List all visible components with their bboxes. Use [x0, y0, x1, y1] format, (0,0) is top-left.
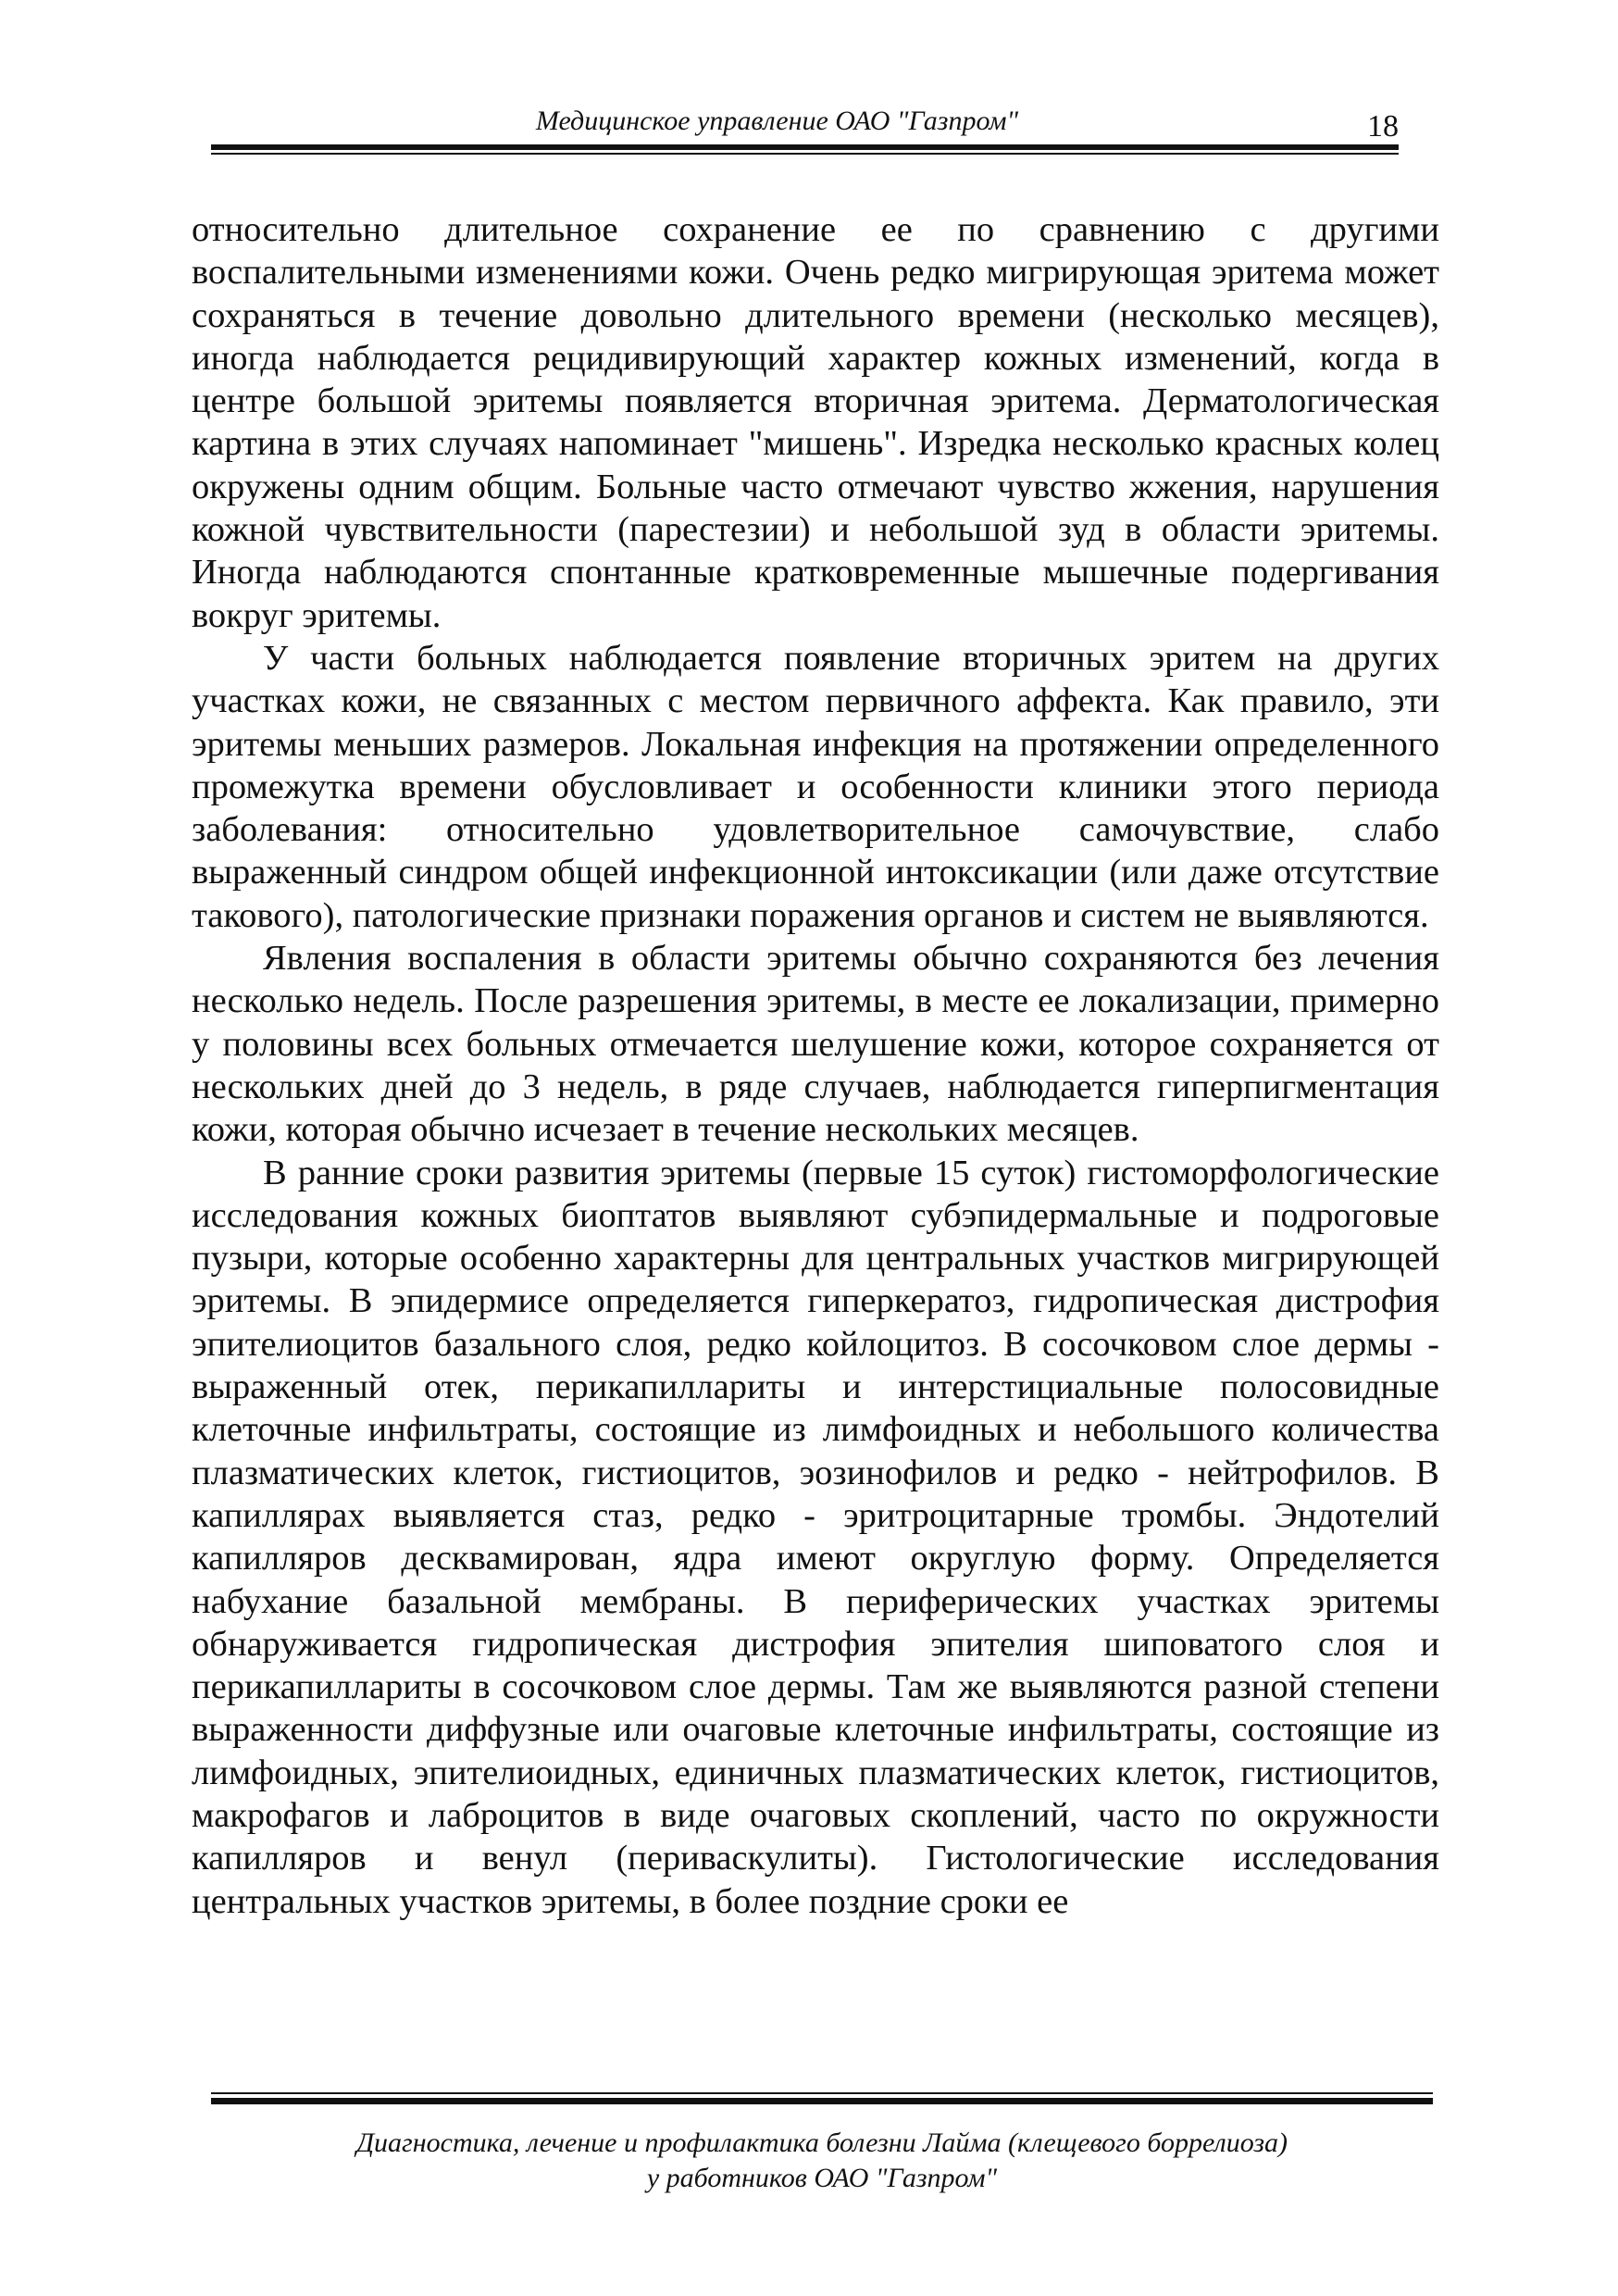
- paragraph-secondary-erythemas: У части больных наблюдается появление вторичных эритем на других участках кожи, не связанных с местом первичного аффекта. Как правило, эти эритемы меньших размеров. Локальная инфекция на протяжении определенного промежутка времени обусловливает и особенности клиники этого периода заболевания: относительно удовлетворительное самочувствие, слабо выраженный синдром общей инфекционной интоксикации (или даже отсутствие такового), патологические признаки поражения органов и систем не выявляются.: [192, 638, 1439, 935]
- paragraph-inflammation-duration: Явления воспаления в области эритемы обычно сохраняются без лечения несколько недель. После разрешения эритемы, в месте ее локализации, примерно у половины всех больных отмечается шелушение кожи, которое сохраняется от нескольких дней до 3 недель, в ряде случаев, наблюдается гиперпигментация кожи, которая обычно исчезает в течение нескольких месяцев.: [192, 939, 1439, 1150]
- footer-rule-thin: [211, 2092, 1433, 2094]
- header-rule-thin: [211, 153, 1399, 155]
- paragraph-histomorphology: В ранние сроки развития эритемы (первые 15 суток) гистоморфологические исследования кожных биоптатов выявляют субэпидермальные и подроговые пузыри, которые особенно характерны для центральных участков мигрирующей эритемы. В эпидермисе определяется гиперкератоз, гидропическая дистрофия эпителиоцитов базального слоя, редко койлоцитоз. В сосочковом слое дермы - выраженный отек, перикапиллариты и интерстициальные полосовидные клеточные инфильтраты, состоящие из лимфоидных и небольшого количества плазматических клеток, гистиоцитов, эозинофилов и редко - нейтрофилов. В капиллярах выявляется стаз, редко - эритроцитарные тромбы. Эндотелий капилляров десквамирован, ядра имеют округлую форму. Определяется набухание базальной мембраны. В периферических участках эритемы обнаруживается гидропическая дистрофия эпителия шиповатого слоя и перикапиллариты в сосочковом слое дермы. Там же выявляются разной степени выраженности диффузные или очаговые клеточные инфильтраты, состоящие из лимфоидных, эпителиоидных, единичных плазматических клеток, гистиоцитов, макрофагов и лаброцитов в виде очаговых скоплений, часто по окружности капилляров и венул (периваскулиты). Гистологические исследования центральных участков эритемы, в более поздние сроки ее: [192, 1153, 1439, 1921]
- footer-line-1: Диагностика, лечение и профилактика болезни Лайма (клещевого боррелиоза): [355, 2128, 1288, 2158]
- paragraph-continuation: относительно длительное сохранение ее по сравнению с другими воспалительными изменениями кожи. Очень редко мигрирующая эритема может сохраняться в течение довольно длительного времени (несколько месяцев), иногда наблюдается рецидивирующий характер кожных изменений, когда в центре большой эритемы появляется вторичная эритема. Дерматологическая картина в этих случаях напоминает "мишень". Изредка несколько красных колец окружены одним общим. Больные часто отмечают чувство жжения, нарушения кожной чувствительности (парестезии) и небольшой зуд в области эритемы. Иногда наблюдаются спонтанные кратковременные мышечные подергивания вокруг эритемы.: [192, 210, 1439, 635]
- header-rule: [211, 144, 1399, 150]
- footer-line-2: у работников ОАО "Газпром": [646, 2163, 998, 2193]
- footer-text: [211, 2126, 1433, 2196]
- page-header: [211, 100, 1399, 156]
- page-number: 18: [1367, 109, 1399, 144]
- body-text: [192, 208, 1439, 1923]
- footer-rule: [211, 2098, 1433, 2104]
- header-title: Медицинское управление ОАО "Газпром": [535, 106, 1019, 136]
